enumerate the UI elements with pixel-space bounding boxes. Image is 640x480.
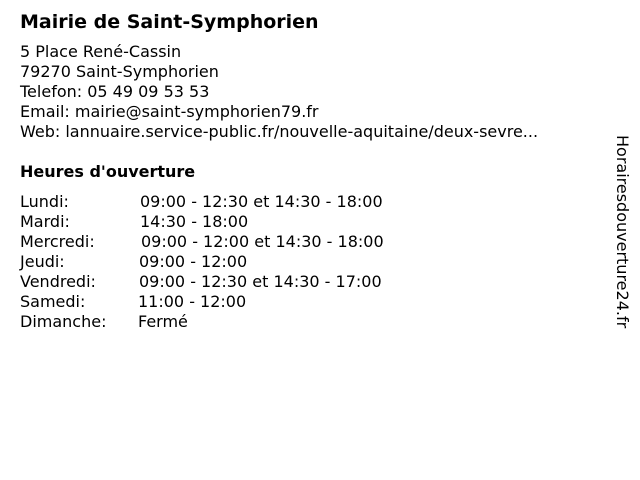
web-line: Web: lannuaire.service-public.fr/nouvelle-aquitaine/deux-sevre...	[20, 122, 539, 141]
email-line: Email: mairie@saint-symphorien79.fr	[20, 102, 319, 121]
time-value: 11:00 - 12:00	[138, 292, 247, 311]
hours-row-saturday	[20, 292, 600, 312]
time-value: 14:30 - 18:00	[140, 212, 249, 231]
day-label: Dimanche:	[20, 312, 107, 331]
hours-heading: Heures d'ouverture	[20, 162, 196, 181]
address-street: 5 Place René-Cassin	[20, 42, 182, 61]
hours-list	[20, 192, 600, 332]
hours-row-monday	[20, 192, 600, 212]
phone-line: Telefon: 05 49 09 53 53	[20, 82, 210, 101]
time-value: 09:00 - 12:00	[139, 252, 248, 271]
address-city: 79270 Saint-Symphorien	[20, 62, 219, 81]
time-value: Fermé	[138, 312, 188, 331]
day-label: Vendredi:	[20, 272, 96, 291]
hours-row-wednesday	[20, 232, 600, 252]
hours-row-tuesday	[20, 212, 600, 232]
time-value: 09:00 - 12:30 et 14:30 - 17:00	[139, 272, 382, 291]
day-label: Samedi:	[20, 292, 86, 311]
hours-row-thursday	[20, 252, 600, 272]
site-watermark: Horairesdouverture24.fr	[613, 135, 632, 329]
day-label: Lundi:	[20, 192, 69, 211]
hours-row-friday	[20, 272, 600, 292]
hours-row-sunday	[20, 312, 600, 332]
day-label: Mardi:	[20, 212, 70, 231]
day-label: Mercredi:	[20, 232, 95, 251]
business-card	[20, 10, 600, 332]
time-value: 09:00 - 12:00 et 14:30 - 18:00	[141, 232, 384, 251]
office-name: Mairie de Saint-Symphorien	[20, 11, 319, 33]
day-label: Jeudi:	[20, 252, 65, 271]
time-value: 09:00 - 12:30 et 14:30 - 18:00	[140, 192, 383, 211]
